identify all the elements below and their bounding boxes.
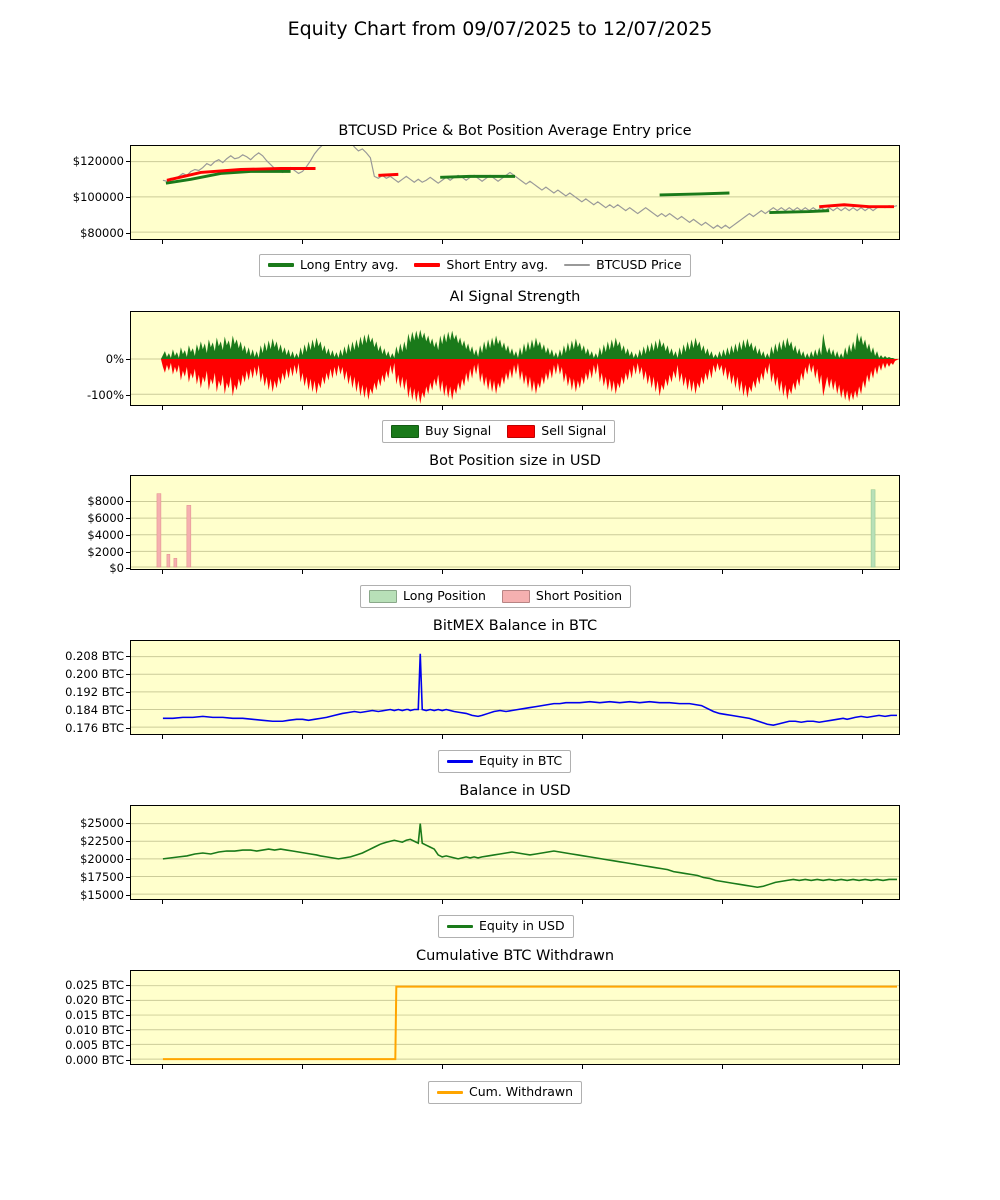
ytick-btc-2: 0.192 BTC (65, 685, 124, 699)
legend-label-short-position: Short Position (535, 588, 623, 604)
panel-btc-balance (65, 618, 900, 735)
ytick-wd-0: 0.025 BTC (65, 978, 124, 992)
xtickmark (162, 735, 163, 739)
legend-item-short-position (502, 590, 622, 603)
legend-swatch-btcusd-price (564, 264, 590, 266)
ytick-btc-0: 0.208 BTC (65, 649, 124, 663)
legend-price (259, 254, 691, 277)
xtickmark (722, 1065, 723, 1069)
ytick-pos-1: $6000 (87, 511, 124, 525)
ytick-wd-3: 0.010 BTC (65, 1023, 124, 1037)
xtickmark (722, 735, 723, 739)
panel-signal (86, 289, 900, 406)
legend-swatch-equity-usd (447, 925, 473, 928)
panel-btc-balance-plot (130, 640, 900, 735)
legend-label-buy-signal: Buy Signal (425, 423, 492, 439)
panel-usd-balance-plot (130, 805, 900, 900)
ytickmark (126, 359, 130, 360)
ytickmark (126, 552, 130, 553)
legend-label-long-position: Long Position (403, 588, 486, 604)
legend-swatch-cum-withdrawn (437, 1091, 463, 1094)
xtickmark (442, 1065, 443, 1069)
panel-btc-balance-title: BitMEX Balance in BTC (432, 618, 598, 634)
xtickmark (862, 406, 863, 410)
ytickmark (126, 233, 130, 234)
ytick-usd-2: $20000 (80, 852, 124, 866)
xtickmark (862, 735, 863, 739)
xtickmark (582, 735, 583, 739)
panel-usd-balance-title: Balance in USD (459, 783, 571, 799)
legend-label-btcusd-price: BTCUSD Price (596, 257, 682, 272)
ytick-price-2: $80000 (80, 226, 124, 240)
ytickmark (126, 535, 130, 536)
ytick-usd-4: $15000 (80, 888, 124, 902)
xtickmark (442, 240, 443, 244)
ytick-wd-1: 0.020 BTC (65, 993, 124, 1007)
panel-price-plot (130, 145, 900, 240)
ytickmark (126, 501, 130, 502)
xtickmark (302, 1065, 303, 1069)
ytick-wd-5: 0.000 BTC (65, 1053, 124, 1067)
panel-usd-balance (80, 783, 900, 902)
panel-position-size-plot (130, 475, 900, 570)
ytick-usd-1: $22500 (80, 834, 124, 848)
ytick-btc-1: 0.200 BTC (65, 667, 124, 681)
legend-label-cum-withdrawn: Cum. Withdrawn (469, 1084, 574, 1099)
ytickmark (126, 1015, 130, 1016)
ytickmark (126, 895, 130, 896)
ytickmark (126, 841, 130, 842)
xtickmark (862, 570, 863, 574)
ytick-signal-1: -100% (86, 388, 124, 402)
legend-item-equity-btc (447, 755, 562, 768)
ytick-usd-0: $25000 (80, 816, 124, 830)
legend-item-long-entry (268, 259, 398, 272)
legend-swatch-long-position (369, 590, 397, 603)
legend-item-long-position (369, 590, 486, 603)
xtickmark (302, 406, 303, 410)
ytick-wd-4: 0.005 BTC (65, 1038, 124, 1052)
xtickmark (582, 1065, 583, 1069)
ytickmark (126, 1030, 130, 1031)
ytickmark (126, 1060, 130, 1061)
xtickmark (302, 240, 303, 244)
ytickmark (126, 1000, 130, 1001)
legend-swatch-long-entry (268, 263, 294, 267)
ytick-pos-3: $2000 (87, 545, 124, 559)
ytick-usd-3: $17500 (80, 870, 124, 884)
legend-swatch-short-position (502, 590, 530, 603)
xtickmark (162, 900, 163, 904)
legend-label-sell-signal: Sell Signal (541, 423, 607, 439)
ytick-wd-2: 0.015 BTC (65, 1008, 124, 1022)
xtickmark (722, 570, 723, 574)
xtickmark (582, 406, 583, 410)
ytick-price-1: $100000 (72, 190, 124, 204)
legend-swatch-short-entry (414, 263, 440, 267)
ytick-pos-2: $4000 (87, 528, 124, 542)
ytickmark (126, 692, 130, 693)
legend-btc-balance (438, 750, 571, 773)
xtickmark (722, 240, 723, 244)
panel-price (72, 123, 900, 240)
legend-item-short-entry (414, 259, 548, 272)
page-title: Equity Chart from 09/07/2025 to 12/07/2025 (287, 18, 713, 40)
xtickmark (862, 1065, 863, 1069)
panel-withdrawn-title: Cumulative BTC Withdrawn (415, 948, 615, 964)
ytickmark (126, 395, 130, 396)
xtickmark (162, 1065, 163, 1069)
ytickmark (126, 656, 130, 657)
xtickmark (442, 735, 443, 739)
legend-swatch-sell-signal (507, 425, 535, 438)
xtickmark (442, 570, 443, 574)
xtickmark (442, 406, 443, 410)
legend-swatch-equity-btc (447, 760, 473, 763)
panel-withdrawn-plot (130, 970, 900, 1065)
xtickmark (162, 570, 163, 574)
ytickmark (126, 859, 130, 860)
panel-position-size-title: Bot Position size in USD (429, 453, 601, 469)
panel-signal-title: AI Signal Strength (449, 289, 581, 305)
xtickmark (862, 240, 863, 244)
xtickmark (162, 240, 163, 244)
legend-label-equity-usd: Equity in USD (479, 918, 565, 933)
legend-label-equity-btc: Equity in BTC (479, 753, 563, 768)
ytickmark (126, 877, 130, 878)
xtickmark (582, 240, 583, 244)
legend-item-cum-withdrawn (437, 1086, 573, 1099)
xtickmark (722, 900, 723, 904)
ytick-signal-0: 0% (105, 352, 124, 366)
legend-position-size (360, 585, 631, 608)
xtickmark (582, 900, 583, 904)
legend-swatch-buy-signal (391, 425, 419, 438)
ytickmark (126, 710, 130, 711)
legend-label-short-entry: Short Entry avg. (446, 257, 549, 272)
ytickmark (126, 161, 130, 162)
ytick-price-0: $120000 (72, 154, 124, 168)
ytickmark (126, 197, 130, 198)
legend-label-long-entry: Long Entry avg. (300, 257, 399, 272)
panel-withdrawn (65, 948, 900, 1067)
ytickmark (126, 674, 130, 675)
ytick-btc-4: 0.176 BTC (65, 721, 124, 735)
xtickmark (302, 570, 303, 574)
panel-price-title: BTCUSD Price & Bot Position Average Entry price (338, 123, 692, 139)
legend-item-sell-signal (507, 425, 606, 438)
legend-withdrawn (428, 1081, 582, 1104)
xtickmark (722, 406, 723, 410)
ytickmark (126, 568, 130, 569)
ytickmark (126, 728, 130, 729)
legend-item-equity-usd (447, 920, 565, 933)
ytickmark (126, 518, 130, 519)
ytick-pos-4: $0 (109, 561, 124, 575)
xtickmark (302, 735, 303, 739)
legend-item-buy-signal (391, 425, 491, 438)
xtickmark (862, 900, 863, 904)
ytickmark (126, 985, 130, 986)
ytick-pos-0: $8000 (87, 494, 124, 508)
xtickmark (162, 406, 163, 410)
ytickmark (126, 1045, 130, 1046)
xtickmark (582, 570, 583, 574)
panel-position-size (87, 453, 900, 575)
legend-item-btcusd-price (564, 259, 681, 272)
xtickmark (442, 900, 443, 904)
panel-signal-plot (130, 311, 900, 406)
ytick-btc-3: 0.184 BTC (65, 703, 124, 717)
legend-signal (382, 420, 615, 443)
xtickmark (302, 900, 303, 904)
ytickmark (126, 823, 130, 824)
legend-usd-balance (438, 915, 574, 938)
